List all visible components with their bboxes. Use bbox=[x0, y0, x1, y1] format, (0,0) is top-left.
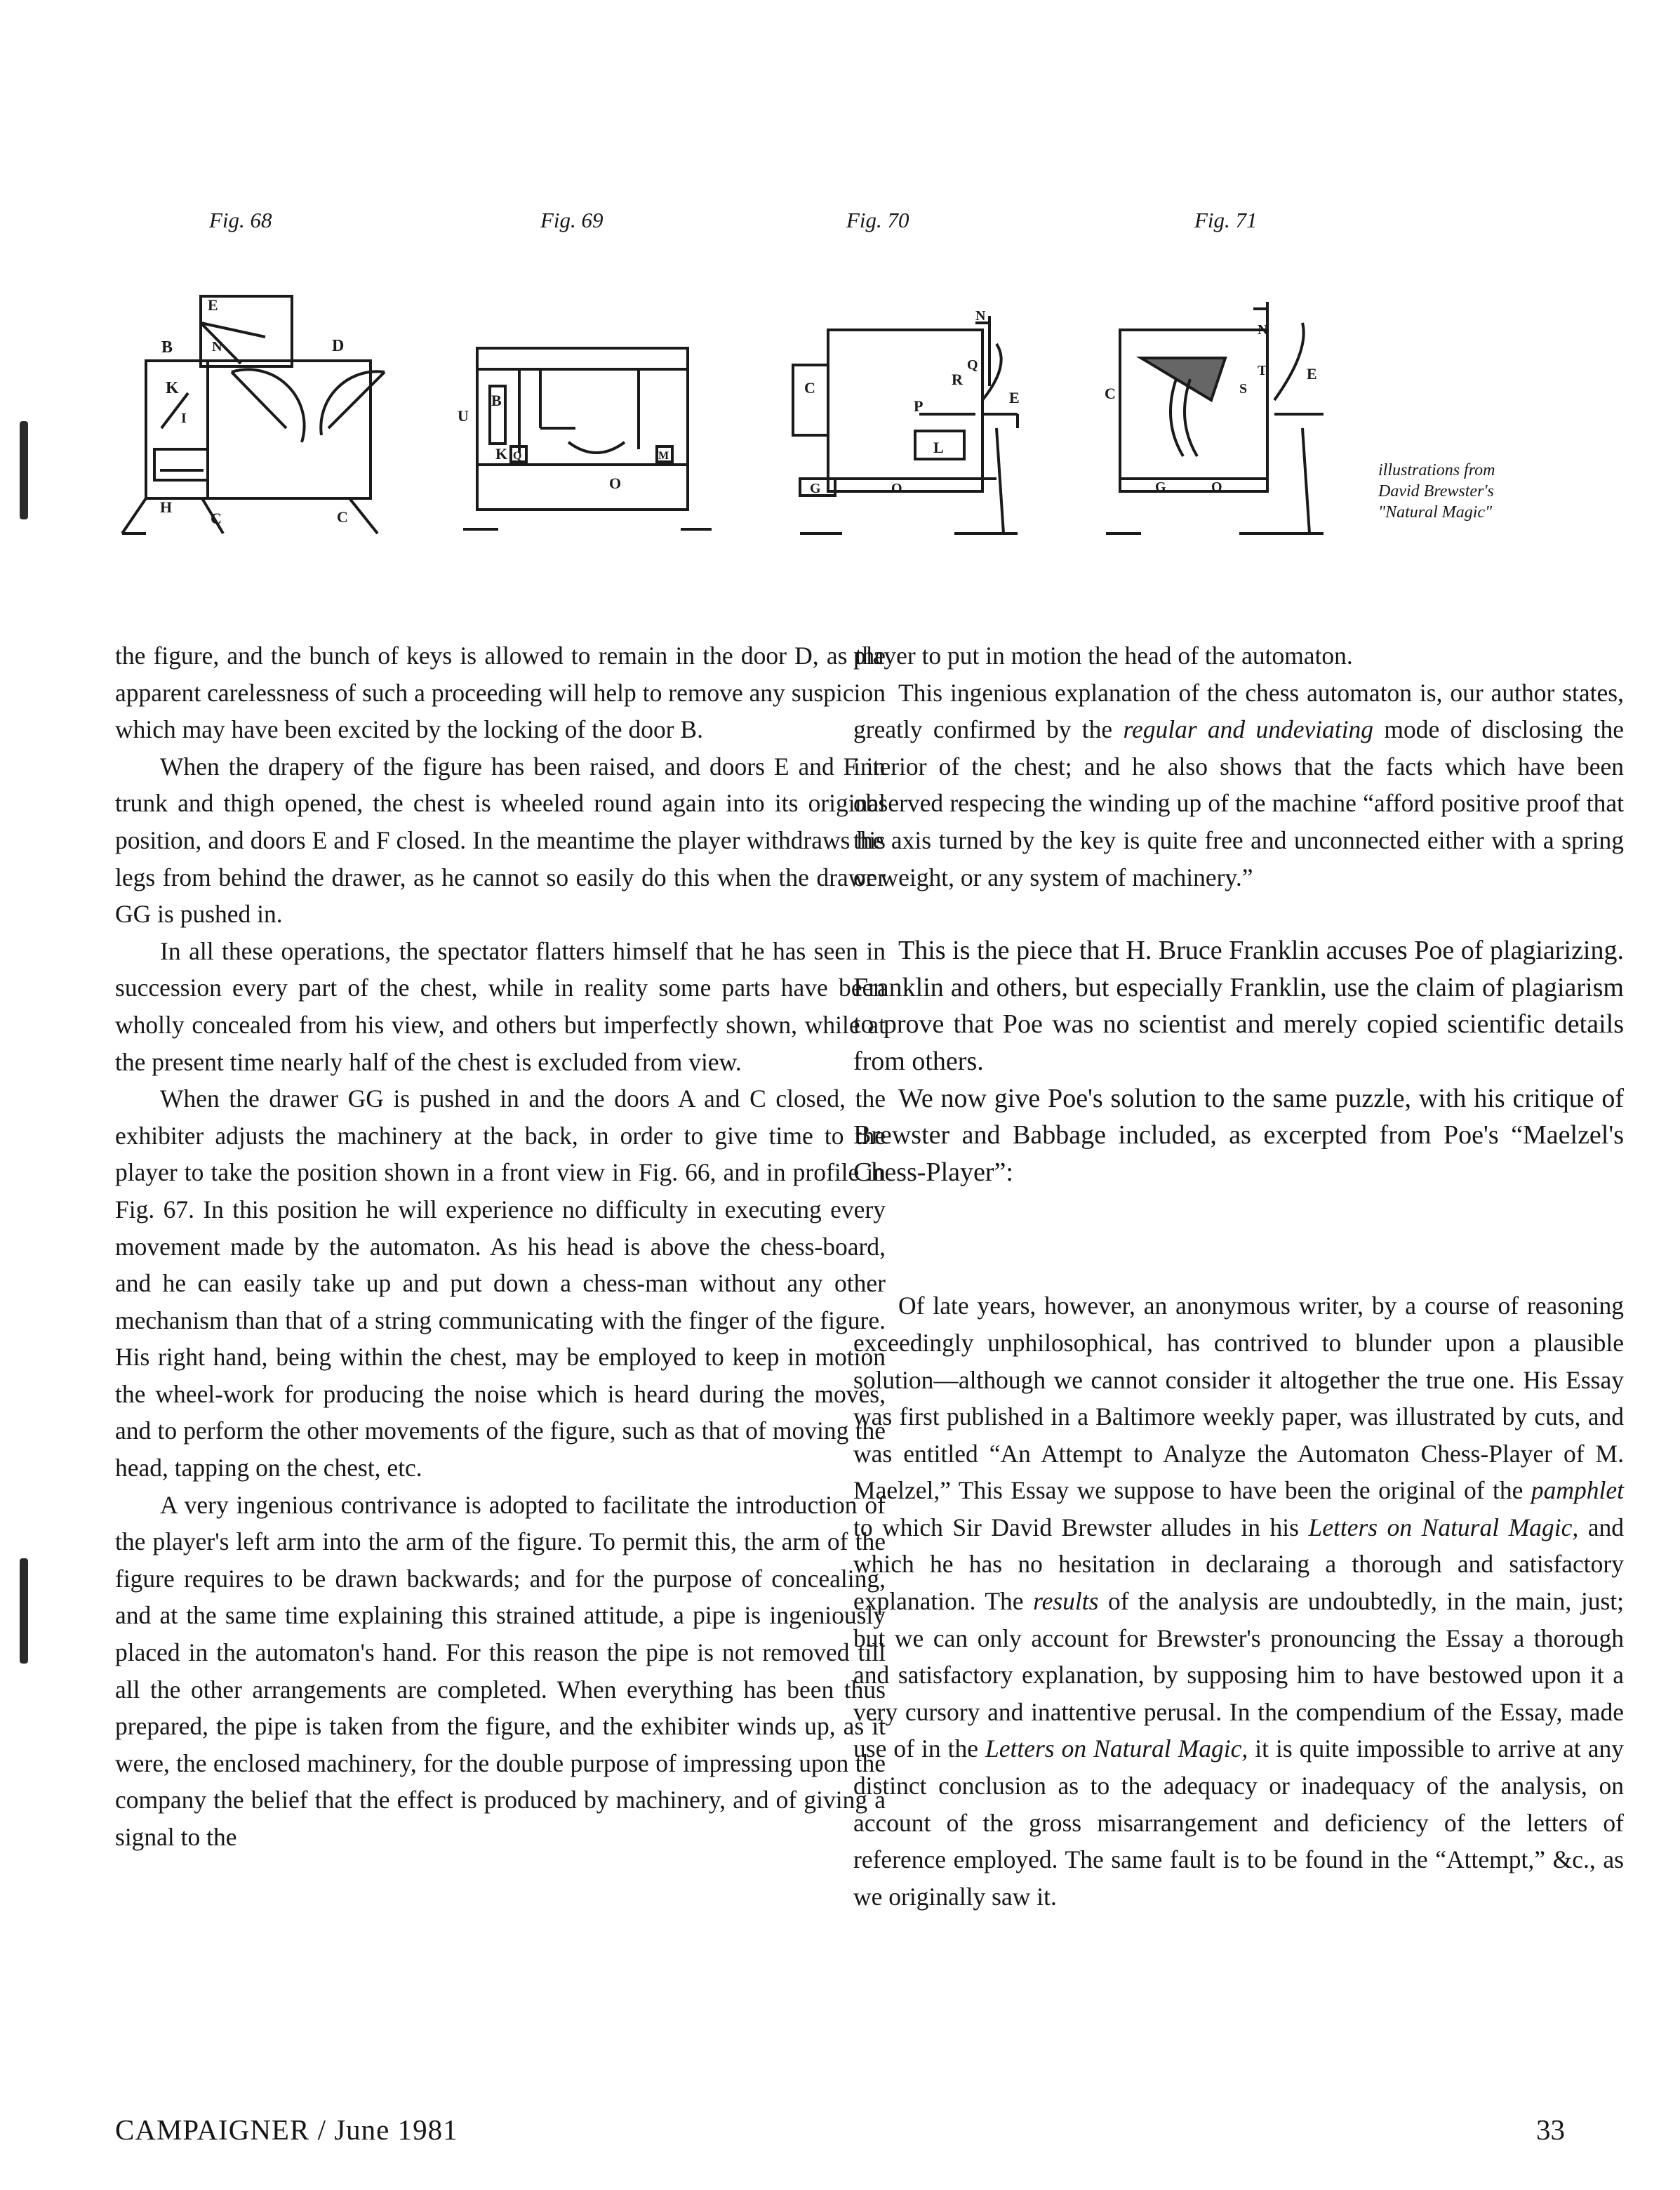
commentary-paragraph-2: We now give Poe's solution to the same puzzle, with his critique of Brewster and Babbage included, as excerpted from Poe's “Maelzel's Chess-Player”: bbox=[853, 1083, 1624, 1187]
fig70-letter-o: O bbox=[891, 481, 902, 496]
left-column bbox=[115, 637, 886, 1856]
fig71-letter-s: S bbox=[1239, 381, 1248, 397]
left-paragraph-2: When the drapery of the figure has been raised, and doors E and F in trunk and thigh opened, the chest is wheeled round again into its original position, and doors E and F closed. In the meantime the player withdraws his legs from behind the drawer, as he cannot so easily do this when the drawer GG is pushed in. bbox=[115, 752, 886, 929]
left-paragraph-4: When the drawer GG is pushed in and the doors A and C closed, the exhibiter adjusts the machinery at the back, in order to give time to the player to take the position shown in a front view in Fig. 66, and in profile in Fig. 67. In this position he will experience no difficulty in executing every movement made by the automaton. As his head is above the chess-board, and he can easily take up and put down a chess-man without any other mechanism than that of a string communicating with the finger of the figure. His right hand, being within the chest, may be employed to keep in motion the wheel-work for producing the noise which is heard during the moves, and to perform the other movements of the figure, such as that of moving the head, tapping on the chest, etc. bbox=[115, 1084, 886, 1482]
commentary-paragraph-1: This is the piece that H. Bruce Franklin accuses Poe of plagiarizing. Franklin and others, but especially Franklin, use the claim of plagiarism to prove that Poe was no scientist and merely copied scientific details from others. bbox=[853, 936, 1624, 1076]
fig-68-caption: Fig. 68 bbox=[209, 208, 272, 232]
fig68-letter-c1: C bbox=[211, 510, 222, 527]
left-paragraph-5: A very ingenious contrivance is adopted to facilitate the introduction of the player's left arm into the arm of the figure. To permit this, the arm of the figure requires to be drawn backwards; and for the purpose of concealing, and at the same time explaining this strained attitude, a pipe is ingeniously placed in the automaton's hand. For this reason the pipe is not removed till all the other arrangements are completed. When everything has been thus prepared, the pipe is taken from the figure, and the exhibiter winds up, as it were, the enclosed machinery, for the double purpose of impressing upon the company the belief that the effect is produced by machinery, and of giving a signal to the bbox=[115, 1490, 886, 1851]
scan-margin-mark-top bbox=[20, 421, 28, 519]
fig69-letter-k: K bbox=[495, 445, 508, 463]
page-number: 33 bbox=[1536, 2113, 1565, 2146]
fig70-letter-c: C bbox=[804, 379, 815, 397]
fig-71-illustration bbox=[1099, 281, 1366, 548]
fig68-letter-k: K bbox=[166, 379, 179, 397]
fig69-letter-m: M bbox=[658, 450, 669, 462]
publication-footer: CAMPAIGNER / June 1981 bbox=[115, 2113, 458, 2146]
fig68-letter-c2: C bbox=[337, 508, 348, 526]
fig68-letter-h: H bbox=[160, 498, 173, 516]
illustration-credit: illustrations from David Brewster's "Natural Magic" bbox=[1378, 461, 1495, 522]
fig71-letter-c: C bbox=[1105, 385, 1116, 402]
fig71-letter-t: T bbox=[1258, 363, 1267, 378]
scan-margin-mark-bottom bbox=[20, 1558, 28, 1664]
fig68-letter-n: N bbox=[212, 339, 222, 354]
fig71-letter-e: E bbox=[1307, 365, 1317, 383]
fig69-letter-u: U bbox=[458, 407, 469, 425]
fig70-letter-q: Q bbox=[967, 357, 978, 373]
fig69-letter-o: O bbox=[609, 474, 622, 492]
fig-69-illustration bbox=[449, 281, 716, 548]
fig70-letter-l: L bbox=[933, 439, 944, 456]
fig68-letter-b: B bbox=[161, 338, 173, 357]
left-paragraph-3: In all these operations, the spectator flatters himself that he has seen in succession every part of the chest, while in reality some parts have been wholly concealed from his view, and others but imperfectly shown, while at the present time nearly half of the chest is excluded from view. bbox=[115, 936, 886, 1076]
fig-69-caption: Fig. 69 bbox=[540, 208, 604, 232]
right-column bbox=[853, 637, 1624, 1915]
poe-excerpt-paragraph: Of late years, however, an anonymous writer, by a course of reasoning exceedingly unphilosophical, has contrived to blunder upon a plausible solution—although we cannot consider it altogether the true one. His Essay was first published in a Baltimore weekly paper, was illustrated by cuts, and was entitled “An Attempt to Analyze the Automaton Chess-Player of M. Maelzel,” This Essay we suppose to have been the original of the pamphlet to which Sir David Brewster alludes in his Letters on Natural Magic, and which he has no hesitation in declaraing a thorough and satisfactory explanation. The results of the analysis are undoubtedly, in the main, just; but we can only account for Brewster's pronouncing the Essay a thorough and satisfactory explanation, by supposing him to have bestowed upon it a very cursory and inattentive perusal. In the compendium of the Essay, made use of in the Letters on Natural Magic, it is quite impossible to arrive at any distinct conclusion as to the adequacy or inadequacy of the analysis, on account of the gross misarrangement and deficiency of the letters of reference employed. The same fault is to be found in the “Attempt,” &c., as we originally saw it. bbox=[853, 1292, 1624, 1911]
fig-68-illustration bbox=[118, 281, 399, 548]
fig71-letter-o: O bbox=[1211, 479, 1222, 495]
fig68-letter-e: E bbox=[208, 296, 218, 314]
fig68-letter-i: I bbox=[181, 411, 187, 426]
left-paragraph-1: the figure, and the bunch of keys is allowed to remain in the door D, as the apparent carelessness of such a proceeding will help to remove any suspicion which may have been excited by the locking of the door B. bbox=[115, 642, 886, 744]
fig70-letter-g: G bbox=[810, 481, 821, 496]
right-paragraph-2: This ingenious explanation of the chess automaton is, our author states, greatly confirmed by the regular and undeviating mode of disclosing the interior of the chest; and he also shows that the facts which have been observed respecing the winding up of the machine “afford positive proof that the axis turned by the key is quite free and unconnected either with a spring or weight, or any system of machinery.” bbox=[853, 678, 1624, 891]
fig70-letter-r: R bbox=[952, 371, 963, 388]
fig69-letter-b: B bbox=[491, 392, 502, 409]
fig70-letter-e: E bbox=[1009, 389, 1020, 406]
fig70-letter-p: P bbox=[914, 397, 924, 415]
fig69-letter-q: Q bbox=[513, 450, 522, 462]
right-paragraph-1: player to put in motion the head of the automaton. bbox=[853, 642, 1353, 670]
fig68-letter-d: D bbox=[332, 337, 345, 355]
fig70-letter-n: N bbox=[975, 308, 986, 324]
fig-70-caption: Fig. 70 bbox=[846, 208, 909, 232]
fig71-letter-n: N bbox=[1258, 322, 1268, 338]
fig-71-caption: Fig. 71 bbox=[1194, 208, 1258, 232]
fig-70-illustration bbox=[786, 281, 1081, 548]
fig71-letter-g: G bbox=[1155, 479, 1166, 495]
